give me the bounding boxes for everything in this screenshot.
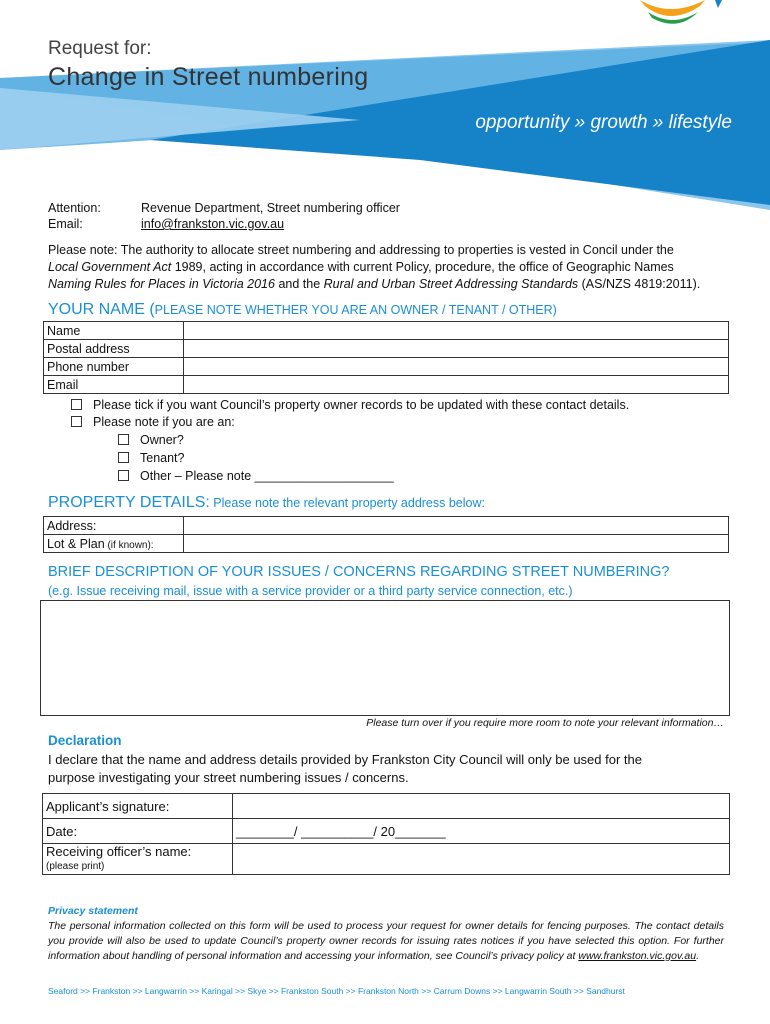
tenant-label: Tenant? <box>140 451 185 465</box>
lot-plan-hint: (if known): <box>104 539 154 551</box>
table-row <box>43 819 730 844</box>
attention-label: Attention: <box>48 201 101 215</box>
note-line-1: Please note: The authority to allocate street numbering and addressing to properties is vested in Concil under the <box>48 243 674 257</box>
tagline: opportunity » growth » lifestyle <box>475 112 732 133</box>
owner-option <box>118 432 184 449</box>
email-row-label: Email <box>44 376 184 394</box>
postal-address-field[interactable] <box>184 340 729 358</box>
other-label: Other – Please note ____________________ <box>140 469 394 483</box>
description-subtitle: (e.g. Issue receiving mail, issue with a service provider or a third party service connection, etc.) <box>48 584 573 598</box>
header-banner <box>0 0 770 210</box>
property-subtitle: Please note the relevant property address below: <box>209 496 485 510</box>
phone-number-field[interactable] <box>184 358 729 376</box>
privacy-end: . <box>696 950 699 962</box>
table-row <box>44 322 729 340</box>
note-rules: Naming Rules for Places in Victoria 2016 <box>48 277 275 291</box>
table-row <box>43 844 730 875</box>
other-option <box>118 468 394 485</box>
your-name-title: YOUR NAME ( <box>48 301 155 318</box>
role-label: Please note if you are an: <box>93 415 235 429</box>
owner-label: Owner? <box>140 433 184 447</box>
page-title: Change in Street numbering <box>48 63 369 91</box>
update-records-checkbox[interactable] <box>71 399 82 410</box>
declaration-line-2: purpose investigating your street numbering issues / concerns. <box>48 770 409 785</box>
email-row-field[interactable] <box>184 376 729 394</box>
signature-field[interactable] <box>233 794 730 819</box>
declaration-heading: Declaration <box>48 733 122 748</box>
date-field[interactable]: ________/ __________/ 20_______ <box>233 819 730 844</box>
table-row <box>43 794 730 819</box>
name-field[interactable] <box>184 322 729 340</box>
property-title: PROPERTY DETAILS: <box>48 494 210 511</box>
role-option <box>71 414 235 431</box>
tenant-checkbox[interactable] <box>118 452 129 463</box>
privacy-heading: Privacy statement <box>48 905 138 917</box>
update-records-label: Please tick if you want Council’s property owner records to be updated with these contact details. <box>93 398 630 412</box>
privacy-link[interactable]: www.frankston.vic.gov.au <box>578 950 697 962</box>
update-records-option <box>71 397 629 414</box>
declaration-text <box>48 751 738 787</box>
signature-label: Applicant’s signature: <box>43 794 233 819</box>
table-row <box>44 376 729 394</box>
declaration-line-1: I declare that the name and address details provided by Frankston City Council will only be used for the <box>48 752 642 767</box>
suburbs-footer: Seaford >> Frankston >> Langwarrin >> Karingal >> Skye >> Frankston South >> Frankston North >> Carrum Downs >> Langwarrin South >> Sandhurst <box>48 986 625 996</box>
note-standards: Rural and Urban Street Addressing Standards <box>323 277 579 291</box>
tenant-option <box>118 450 184 467</box>
description-heading: BRIEF DESCRIPTION OF YOUR ISSUES / CONCERNS REGARDING STREET NUMBERING? <box>48 564 670 580</box>
name-label: Name <box>44 322 184 340</box>
property-heading <box>48 494 485 512</box>
your-name-heading <box>48 301 557 319</box>
lot-plan-label <box>44 535 184 553</box>
officer-label-hint: (please print) <box>46 861 105 872</box>
postal-address-label: Postal address <box>44 340 184 358</box>
note-line-3 <box>48 276 738 293</box>
your-name-subtitle: PLEASE NOTE WHETHER YOU ARE AN OWNER / TENANT / OTHER) <box>154 303 557 317</box>
turn-over-note: Please turn over if you require more room to note your relevant information… <box>366 717 724 729</box>
note-act: Local Government Act <box>48 260 172 274</box>
note-and: and the <box>274 277 324 291</box>
your-name-table <box>43 321 729 394</box>
date-label: Date: <box>43 819 233 844</box>
table-row <box>44 535 729 553</box>
attention-value: Revenue Department, Street numbering officer <box>141 201 400 215</box>
note-line-2-rest: 1989, acting in accordance with current Policy, procedure, the office of Geographic Names <box>171 260 674 274</box>
table-row <box>44 517 729 535</box>
privacy-text: The personal information collected on this form will be used to process your request for owner details for fencing purposes. The contact details you provide will also be used to update Council’s property owner records for issuing rates notices if you have selected this option. For further information about handling of personal information and accessing your information, see Council’s privacy policy at <box>48 920 724 962</box>
council-logo-icon <box>640 0 722 24</box>
officer-field[interactable] <box>233 844 730 875</box>
email-label: Email: <box>48 217 83 231</box>
privacy-statement <box>48 904 724 964</box>
description-textarea[interactable] <box>40 600 730 716</box>
phone-number-label: Phone number <box>44 358 184 376</box>
officer-label-text: Receiving officer’s name: <box>46 844 192 859</box>
email-link[interactable]: info@frankston.vic.gov.au <box>141 217 285 231</box>
authority-note <box>48 242 738 293</box>
property-table <box>43 516 729 553</box>
table-row <box>44 340 729 358</box>
owner-checkbox[interactable] <box>118 434 129 445</box>
table-row <box>44 358 729 376</box>
address-field[interactable] <box>184 517 729 535</box>
officer-label <box>43 844 233 875</box>
role-checkbox[interactable] <box>71 416 82 427</box>
address-label: Address: <box>44 517 184 535</box>
lot-plan-text: Lot & Plan <box>47 536 105 551</box>
other-checkbox[interactable] <box>118 470 129 481</box>
signature-table <box>42 793 730 875</box>
lot-plan-field[interactable] <box>184 535 729 553</box>
note-line-3-rest: (AS/NZS 4819:2011). <box>578 277 701 291</box>
title-prefix: Request for: <box>48 38 152 59</box>
note-line-2 <box>48 259 738 276</box>
